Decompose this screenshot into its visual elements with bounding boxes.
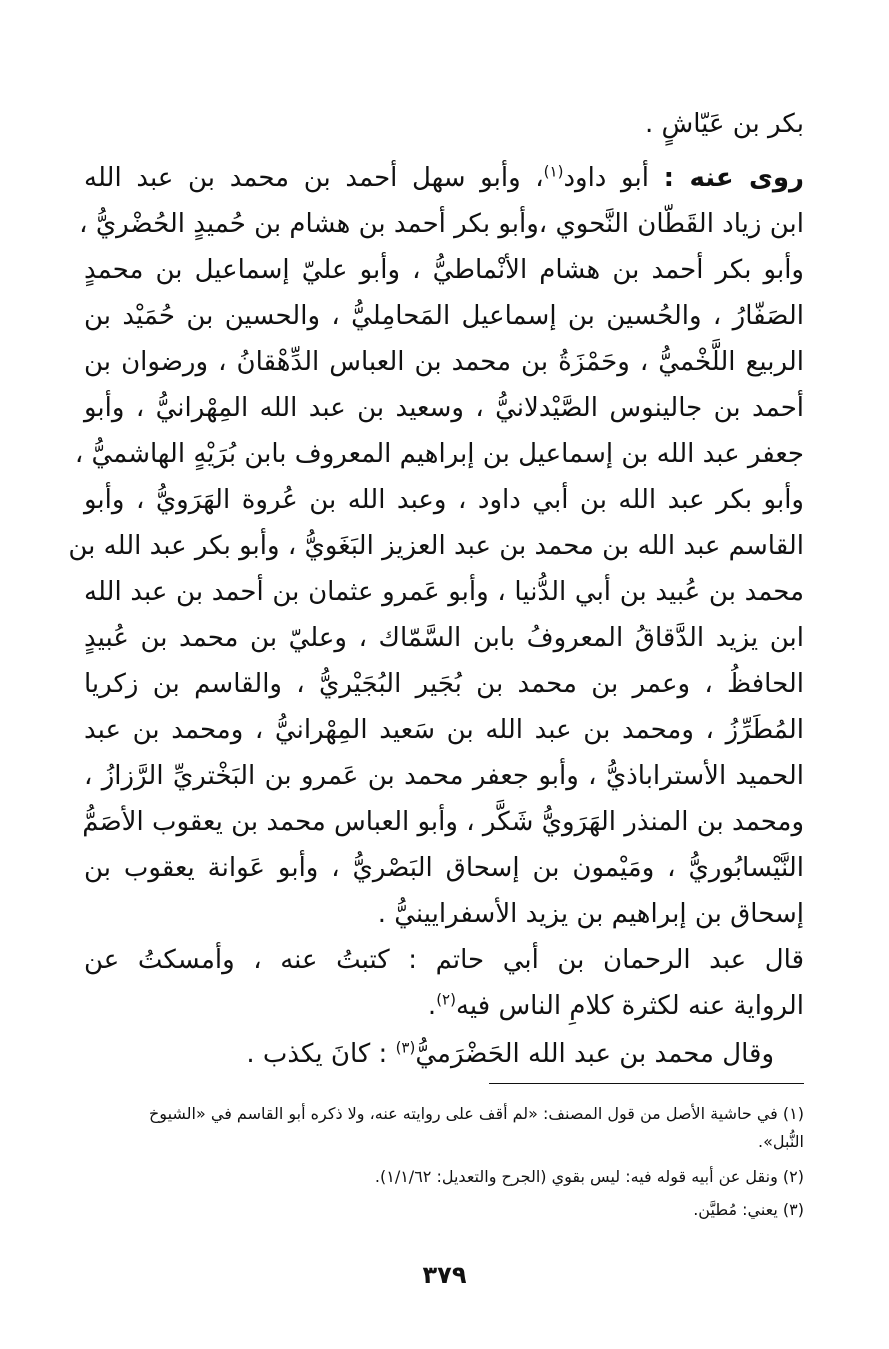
- footnote-3: (٣) يعني: مُطيَّن.: [693, 1200, 804, 1219]
- text-line-16: ومحمد بن المنذر الهَرَويُّ شَكَّر ، وأبو العباس محمد بن يعقوب الأصَمُّ: [82, 807, 804, 837]
- footnote-separator: [489, 1083, 804, 1084]
- page-number: ٣٧٩: [422, 1261, 467, 1289]
- text-line-2: [84, 158, 804, 198]
- text-segment: أبو داود: [563, 163, 649, 193]
- footnote-1-continued: النُّبل».: [758, 1132, 804, 1151]
- text-line-11: محمد بن عُبيد بن أبي الدُّنيا ، وأبو عَمرو عثمان بن أحمد بن عبد الله: [84, 577, 804, 607]
- text-segment: ، وأبو سهل أحمد بن محمد بن عبد الله: [84, 163, 544, 193]
- footnote-ref-2: (٢): [436, 990, 456, 1009]
- text-line-3: ابن زياد القَطّان النَّحوي ،وأبو بكر أحمد بن هشام بن حُميدٍ الحُضْريُّ ،: [79, 209, 804, 239]
- text-line-5: الصَفّارُ ، والحُسين بن إسماعيل المَحامِليُّ ، والحسين بن حُمَيْد بن: [84, 301, 804, 331]
- text-line-12: ابن يزيد الدَّقاقُ المعروفُ بابن السَّمّاك ، وعليّ بن محمد بن عُبيدٍ: [84, 623, 804, 653]
- text-line-19: قال عبد الرحمان بن أبي حاتم : كتبتُ عنه ، وأمسكتُ عن: [84, 945, 804, 975]
- text-line-1: بكر بن عَيّاشٍ .: [644, 109, 804, 139]
- rawa-label: روى عنه :: [663, 163, 804, 193]
- text-segment: وقال محمد بن عبد الله الحَضْرَميُّ: [415, 1039, 774, 1069]
- text-line-4: وأبو بكر أحمد بن هشام الأنْماطيُّ ، وأبو عليّ إسماعيل بن محمدٍ: [84, 255, 804, 285]
- footnote-2: (٢) ونقل عن أبيه قوله فيه: ليس بقوي (الجرح والتعديل: ١/١/٦٢).: [374, 1167, 804, 1186]
- text-line-21: [54, 1034, 774, 1074]
- text-segment: : كانَ يكذب .: [246, 1039, 396, 1069]
- footnote-ref-1: (١): [543, 162, 564, 181]
- text-line-7: أحمد بن جالينوس الصَّيْدلانيُّ ، وسعيد بن عبد الله المِهْرانيُّ ، وأبو: [84, 393, 804, 423]
- text-line-6: الربيع اللَّخْميُّ ، وحَمْزَةُ بن محمد بن العباس الدِّهْقانُ ، ورضوان بن: [84, 347, 804, 377]
- text-line-20: [84, 986, 804, 1026]
- text-line-15: الحميد الأستراباذيُّ ، وأبو جعفر محمد بن عَمرو بن البَخْتريِّ الرَّزازُ ،: [84, 761, 804, 791]
- text-line-10: القاسم عبد الله بن محمد بن عبد العزيز البَغَويُّ ، وأبو بكر عبد الله بن: [68, 531, 804, 561]
- text-line-8: جعفر عبد الله بن إسماعيل بن إبراهيم المعروف بابن بُرَيْهٍ الهاشميُّ ،: [74, 439, 804, 469]
- text-segment: الرواية عنه لكثرة كلامِ الناس فيه: [455, 991, 804, 1021]
- text-line-17: النَّيْسابُوريُّ ، ومَيْمون بن إسحاق البَصْريُّ ، وأبو عَوانة يعقوب بن: [84, 853, 804, 883]
- text-line-13: الحافظُ ، وعمر بن محمد بن بُجَير البُجَيْريُّ ، والقاسم بن زكريا: [84, 669, 804, 699]
- text-line-9: وأبو بكر عبد الله بن أبي داود ، وعبد الله بن عُروة الهَرَويُّ ، وأبو: [84, 485, 804, 515]
- footnote-1: (١) في حاشية الأصل من قول المصنف: «لم أقف على روايته عنه، ولا ذكره أبو القاسم في «الشيوخ: [148, 1104, 804, 1123]
- text-line-18: إسحاق بن إبراهيم بن يزيد الأسفرايينيُّ .: [377, 899, 804, 929]
- text-segment: .: [427, 991, 437, 1021]
- footnote-ref-3: (٣): [395, 1038, 416, 1057]
- text-line-14: المُطَرِّزُ ، ومحمد بن عبد الله بن سَعيد المِهْرانيُّ ، ومحمد بن عبد: [84, 715, 804, 745]
